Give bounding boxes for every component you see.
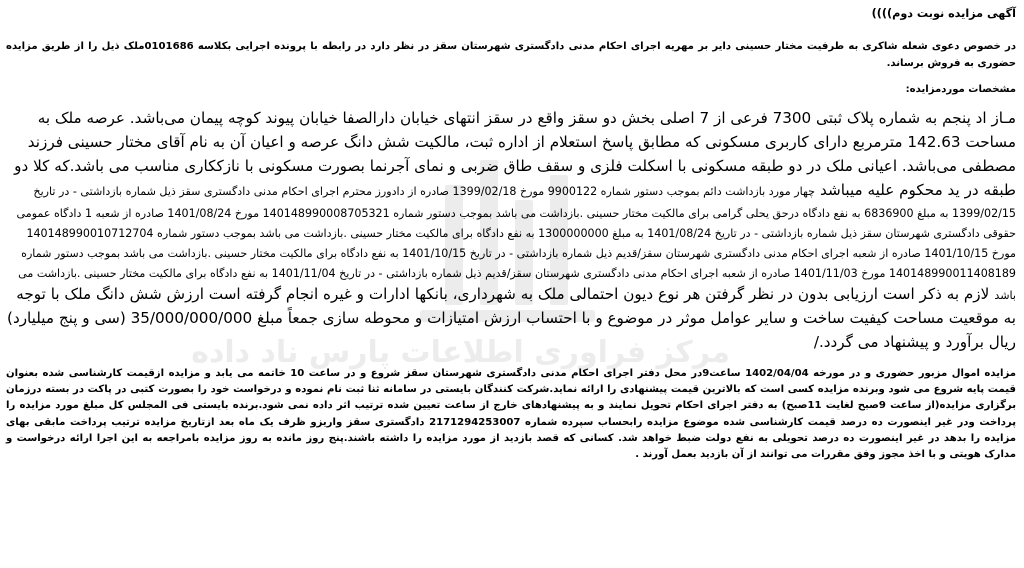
- property-description: مـاز اد پنجم به شماره پلاک ثبتی 7300 فرعی از 7 اصلی بخش دو سقز واقع در سقز انتهای خیابان دارالصفا خیابان پیوند کوچه پیمان می‌باشد. عرصه ملک به مساحت 142.63 مترمربع دارای کاربری مسکونی که مطابق پاسخ استعلام از اداره ثبت، مالکیت شش دانگ عرصه و اعیان آن به نام آقای مختار حسینی فرزند مصطفی می‌باشد. اعیانی ملک در دو طبقه مسکونی با اسکلت فلزی و سقف طاق ضربی و نمای آجرنما بصورت مسکونی با نازککاری مناسب می باشد.که کلا دو طبقه در ید محکوم علیه میباشد: [14, 109, 1016, 199]
- specs-body: [6, 106, 1016, 354]
- advertisement-document: [6, 6, 1016, 562]
- seizure-records: چهار مورد بازداشت دائم بموجب دستور شماره 9900122 مورخ 1399/02/18 صادره از دادورز محترم اجرای احکام مدنی دادگستری سقز ذیل شماره بازداشتی - در تاریخ 1399/02/15 به مبلغ 6836900 به نفع دادگاه درحق یحلی گرامی برای مالکیت مختار حسینی .بازداشت می باشد بموجب دستور شماره 140148990008705321 مورخ 1401/08/24 صادره از شعبه 1 دادگاه عمومی حقوقی دادگستری شهرستان سقز ذیل شماره بازداشتی - در تاریخ 1401/08/24 به مبلغ 1300000000 به نفع دادگاه برای مالکیت مختار حسینی .بازداشت می باشد بموجب دستور شماره 140148990010712704 مورخ 1401/10/15 صادره از شعبه اجرای احکام مدنی دادگستری شهرستان سقز/قدیم ذیل شماره بازداشتی - در تاریخ 1401/10/15 به نفع دادگاه برای مالکیت مختار حسینی .بازداشت می باشد بموجب دستور شماره 140148990011408189 مورخ 1401/11/03 صادره از شعبه اجرای احکام مدنی دادگستری شهرستان سقز/قدیم ذیل شماره بازداشتی - در تاریخ 1401/11/04 به نفع دادگاه برای مالکیت مختار حسینی .بازداشت می باشد: [16, 185, 1016, 302]
- ad-title: آگهی مزایده نوبت دوم)))): [871, 7, 1016, 20]
- watermark-text: مرکز فراوری اطلاعات پارس ناد داده: [191, 335, 730, 370]
- intro-paragraph: در خصوص دعوی شعله شاکری به طرفیت مختار حسینی دایر بر مهریه اجرای احکام مدنی دادگستری شهرستان سقز در نظر دارد در رابطه با پرونده اجرایی بکلاسه 0101686ملک ذیل را از طریق مزایده حضوری به فروش برساند.: [6, 41, 1016, 69]
- auction-terms: مزایده اموال مزبور حضوری و در مورخه 1402/04/04 ساعت9در محل دفتر اجرای احکام مدنی دادگستری شهرستان سقز شروع و در ساعت 10 خاتمه می یابد و مزایده ازقیمت کارشناسی شده بعنوان قیمت پایه شروع می شود وبرنده مزایده کسی است که بالاترین قیمت پیشنهادی را ارائه نماید.شرکت کنندگان بایستی در سامانه ثنا ثبت نام نموده و درخواست خود را بصورت کتبی در پاکت در بسته درزمان برگزاری مزایده(از ساعت 9صبح لغایت 11صبح) به دفتر اجرای احکام تحویل نمایند و به پیشنهادهای خارج از ساعت تعیین شده ترتیب اثر داده نمی شود.برنده بایستی فی المجلس کل مبلغ مورد مزایده را پرداخت ودر غیر اینصورت ده درصد قیمت کارشناسی شده موضوع مزایده رابحساب سپرده شماره 2171294253007 دادگستری سقز واریزو ظرف یک ماه بعد ازتاریخ مزایده ترتیب پرداخت مابقی بهای مزایده را بدهد در غیر اینصورت ده درصد تحویلی به نفع دولت ضبط خواهد شد. کسانی که قصد بازدید از مورد مزایده را داشته باشند.پنج روز مانده به روز مزایده بامراجعه به این اجرا ارائه درخواست و مدارک هویتی و با اخذ مجوز وفق مقررات می توانند از آن بازدید بعمل آورند .: [6, 368, 1017, 461]
- valuation-statement: لازم به ذکر است ارزیابی بدون در نظر گرفتن هر نوع دیون احتمالی ملک به شهرداری، بانکها ادارات و غیره انجام گرفته است ارزش شش دانگ ملک با توجه به موقعیت مساحت کیفیت ساخت و سایر عوامل موثر در موضوع و با احتساب ارزش امتیازات و محوطه سازی جمعاً مبلغ 35/000/000/000 (سی و پنج میلیارد) ریال برآورد و پیشنهاد می گردد./: [7, 285, 1016, 351]
- specs-heading: مشخصات موردمزایده:: [905, 84, 1016, 95]
